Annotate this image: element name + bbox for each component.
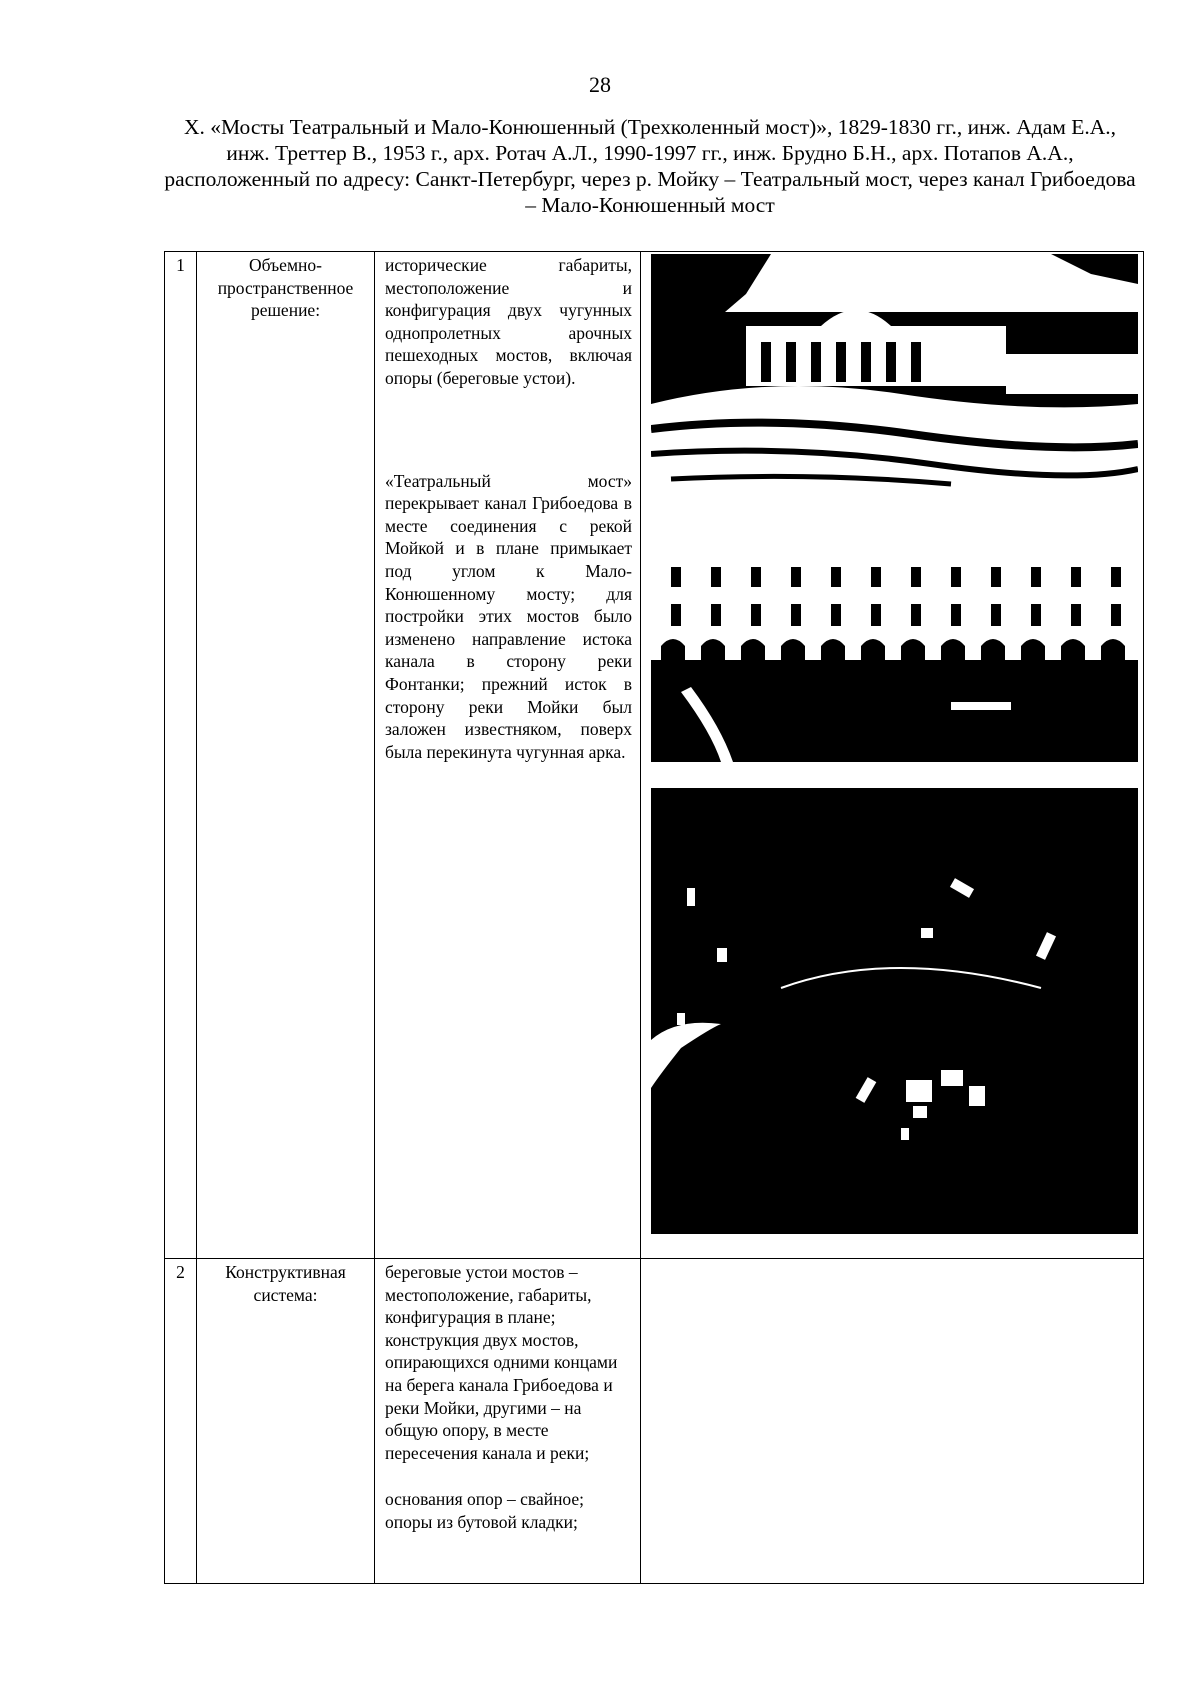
row-description	[375, 252, 641, 1259]
row-number: 1	[165, 252, 197, 1259]
bridge-photo	[651, 254, 1138, 490]
description-paragraph: исторические габариты, местоположение и конфигурация двух чугунных однопролетных арочных пешеходных мостов, включая опоры (береговые устои).	[385, 255, 632, 388]
table-row	[165, 1259, 1144, 1584]
description-paragraph: основания опор – свайное; опоры из бутовой кладки;	[385, 1489, 585, 1532]
row-number: 2	[165, 1259, 197, 1584]
description-paragraph: береговые устои мостов – местоположение, габариты, конфигурация в плане; конструкция двух мостов, опирающихся одними концами на берега канала Грибоедова и реки Мойки, другими – на общую опору, в месте пересечения канала и реки;	[385, 1262, 618, 1463]
row-subject: Конструктивная система:	[197, 1259, 375, 1584]
table-row	[165, 252, 1144, 1259]
document-heading: X. «Мосты Театральный и Мало-Конюшенный (Трехколенный мост)», 1829-1830 гг., инж. Адам Е.А., инж. Треттер В., 1953 г., арх. Ротач А.Л., 1990-1997 гг., инж. Брудно Б.Н., арх. Потапов А.А., расположенный по адресу: Санкт-Петербург, через р. Мойку – Театральный мост, через канал Грибоедова – Мало-Конюшенный мост	[164, 115, 1136, 217]
page-number: 28	[589, 72, 611, 97]
row-description	[375, 1259, 641, 1584]
empty-photo-cell	[641, 1259, 1144, 1584]
row-subject: Объемно-пространственное решение:	[197, 252, 375, 1259]
photos-cell	[641, 252, 1144, 1259]
description-paragraph: «Театральный мост» перекрывает канал Грибоедова в месте соединения с рекой Мойкой и в плане примыкает под углом к Мало-Конюшенному мосту; для постройки этих мостов было изменено направление истока канала в сторону реки Фонтанки; прежний исток в сторону реки Мойки был заложен известняком, поверх была перекинута чугунная арка.	[385, 470, 632, 762]
aerial-photo	[651, 788, 1138, 1234]
building-photo	[651, 522, 1138, 762]
protection-subject-table	[164, 251, 1144, 1584]
